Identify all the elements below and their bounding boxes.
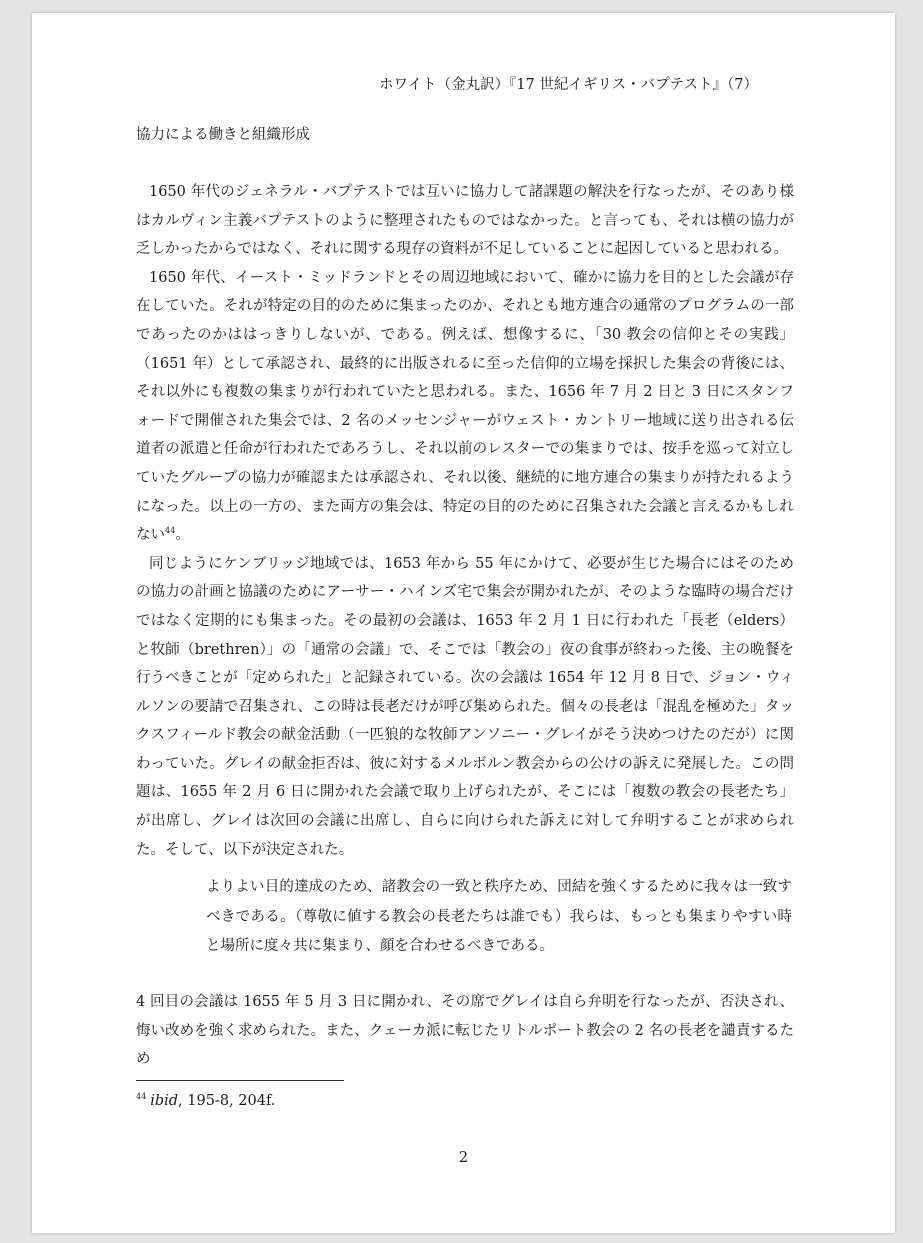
paragraph-3: 同じようにケンブリッジ地域では、1653 年から 55 年にかけて、必要が生じた場合にはそのための協力の計画と協議のためにアーサー・ハインズ宅で集会が開かれたが、そのような臨時の場合だけではなく定期的にも集まった。その最初の会議は、1653 年 2 月 1 日に行われた「長老（elders）と牧師（brethren）」の「通常の会議」で、そこでは「教会の」夜の食事が終わった後、主の晩餐を行うべきことが「定められた」と記録されている。次の会議は 1654 年 12 月 8 日で、ジョン・ウィルソンの要請で召集され、この時は長老だけが呼び集められた。個々の長老は「混乱を極めた」タックスフィールド教会の献金活動（一匹狼的な牧師アンソニー・グレイがそう決めつけたのだが）に関わっていた。グレイの献金拒否は、彼に対するメルボルン教会からの公けの訴えに発展した。この問題は、1655 年 2 月 6 日に開かれた会議で取り上げられたが、そこには「複数の教会の長老たち」が出席し、グレイは次回の会議に出席し、自らに向けられた訴えに対して弁明することが求められた。そして、以下が決定された。 bbox=[136, 555, 794, 858]
paragraph-2 bbox=[136, 264, 794, 550]
running-header: ホワイト（金丸訳）『17 世紀イギリス・バプテスト』（7） bbox=[379, 77, 758, 93]
section-heading: 協力による働きと組織形成 bbox=[136, 127, 310, 143]
document-page bbox=[32, 13, 895, 1233]
paragraph-4: 4 回目の会議は 1655 年 5 月 3 日に開かれ、その席でグレイは自ら弁明を行なったが、否決され、悔い改めを強く求められた。また、クェーカ派に転じたリトルポート教会の 2 名の長老を譴責するため bbox=[136, 994, 794, 1068]
paragraph-2-end: 。 bbox=[175, 527, 190, 544]
body-text bbox=[136, 178, 794, 864]
continuation-text bbox=[136, 988, 794, 1074]
footnote-reference[interactable]: 44 bbox=[165, 526, 176, 536]
footnote bbox=[136, 1090, 275, 1112]
paragraph-2-text: 1650 年代、イースト・ミッドランドとその周辺地域において、確かに協力を目的とした会議が存在していた。それが特定の目的のために集まったのか、それとも地方連合の通常のプログラムの一部であったのかははっきりしないが、である。例えば、想像するに、「30 教会の信仰とその実践」（1651 年）として承認され、最終的に出版されるに至った信仰的立場を採択した集会の背後には、それ以外にも複数の集まりが行われていたと思われる。また、1656 年 7 月 2 日と 3 日にスタンフォードで開催された集会では、2 名のメッセンジャーがウェスト・カントリー地域に送り出される伝道者の派遣と任命が行われたであろうし、それ以前のレスターでの集まりでは、按手を巡って対立していたグループの協力が確認または承認され、それ以後、継続的に地方連合の集まりが持たれるようになった。以上の一方の、また両方の集会は、特定の目的のために召集された会議と言えるかもしれない bbox=[136, 269, 794, 544]
footnote-citation: , 195-8, 204f. bbox=[178, 1093, 276, 1109]
page-number: 2 bbox=[458, 1150, 469, 1166]
paragraph-1: 1650 年代のジェネラル・バプテストでは互いに協力して諸課題の解決を行なったが、そのあり様はカルヴィン主義バプテストのように整理されたものではなかった。と言っても、それは横の協力が乏しかったからではなく、それに関する現存の資料が不足していることに起因していると思われる。 bbox=[136, 184, 794, 258]
footnote-divider bbox=[136, 1080, 344, 1081]
footnote-number: 44 bbox=[136, 1092, 147, 1102]
block-quote: よりよい目的達成のため、諸教会の一致と秩序ため、団結を強くするために我々は一致すべきである。（尊敬に値する教会の長老たちは誰でも）我らは、もっとも集まりやすい時と場所に度々共に集まり、顔を合わせるべきである。 bbox=[206, 879, 792, 954]
footnote-ibid: ibid bbox=[150, 1093, 179, 1109]
